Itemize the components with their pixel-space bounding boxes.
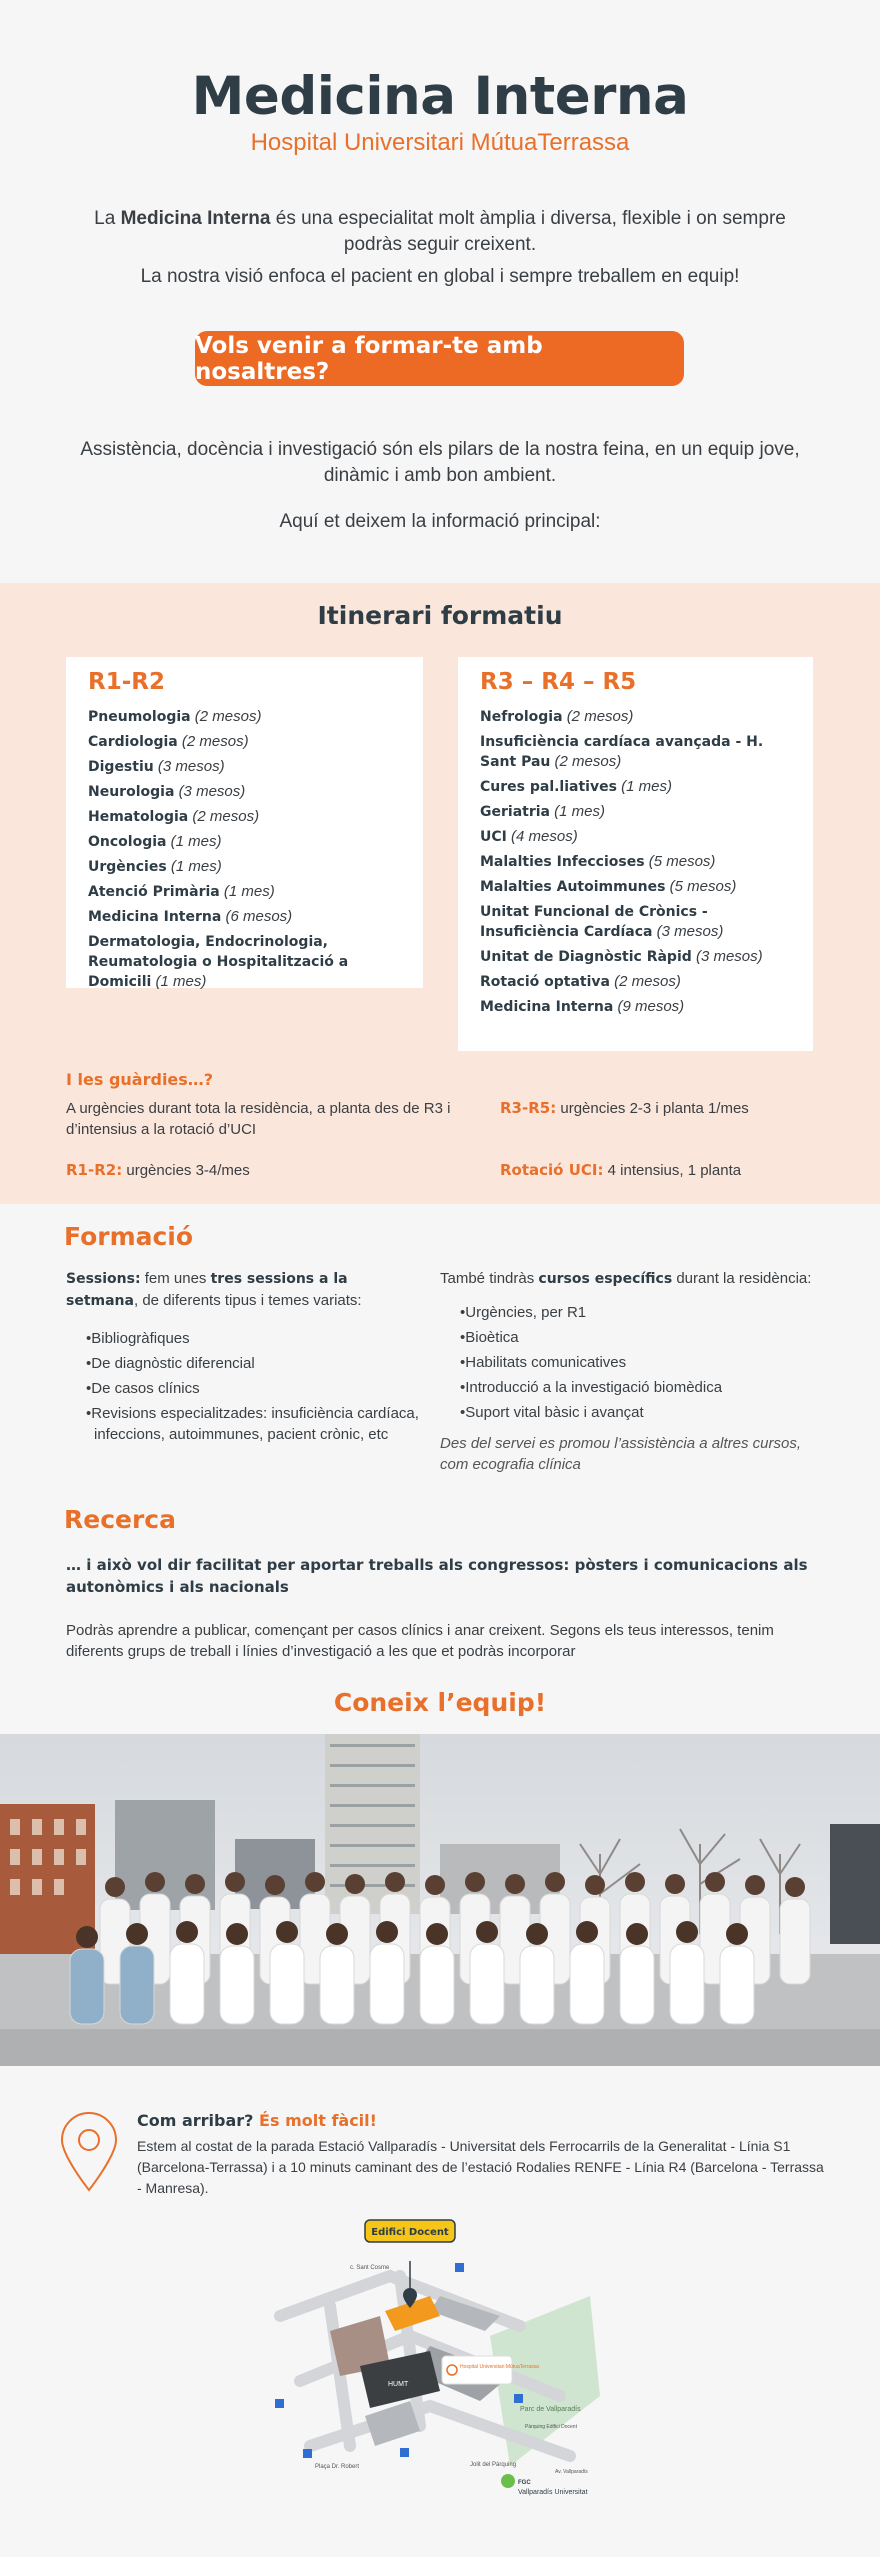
guardies-label: R1-R2: (66, 1161, 123, 1179)
cursos-text (440, 1268, 820, 1290)
rotation-item (480, 877, 803, 897)
rotation-duration: (3 mesos) (157, 758, 225, 775)
rotation-duration: (5 mesos) (648, 853, 716, 870)
rotation-item (88, 857, 413, 877)
map-station-name: Vallparadís Universitat (518, 2489, 588, 2496)
rotation-item (480, 997, 803, 1017)
location-title-accent: És molt fàcil! (259, 2111, 377, 2130)
rotation-item (480, 852, 803, 872)
rotation-item (88, 782, 413, 802)
rotation-item (480, 802, 803, 822)
rotation-name: Cures pal.liatives (480, 779, 617, 795)
session-type-item: •De diagnòstic diferencial (86, 1355, 255, 1372)
course-item: •Urgències, per R1 (460, 1304, 587, 1321)
rotation-duration: (3 mesos) (656, 923, 724, 940)
rotation-duration: (1 mes) (223, 883, 275, 900)
rotation-item (88, 807, 413, 827)
info-intro-text: Aquí et deixem la informació principal: (279, 511, 601, 532)
rotation-item (480, 827, 803, 847)
team-photo-illustration (0, 1734, 880, 2066)
map-park-label: Parc de Vallparadís (520, 2406, 581, 2413)
rotation-name: Malalties Infeccioses (480, 854, 645, 870)
sessions-label: Sessions: (66, 1271, 141, 1287)
location-text: Estem al costat de la parada Estació Vallparadís - Universitat dels Ferrocarrils de la Generalitat - Línia S1 (Barcelona-Terrassa) i a 10 minuts caminant des de l’estació Rodalies RENFE - Línia R4 (Barcelona - Terrassa - Manresa). (137, 2138, 824, 2196)
cursos-pre: També tindràs (440, 1270, 539, 1287)
rotation-item (88, 732, 413, 752)
rotation-duration: (1 mes) (554, 803, 605, 820)
map-street-2: Jolit del Pàrquing (470, 2462, 517, 2468)
guardies-value: 4 intensius, 1 planta (603, 1162, 742, 1179)
map-label-hospital: HUMT (388, 2381, 409, 2388)
rotation-name: Neurologia (88, 784, 175, 800)
rotation-duration: (1 mes) (170, 858, 222, 875)
sessions-column (66, 1268, 421, 1449)
guardies-title: I les guàrdies…? (66, 1070, 214, 1089)
rotation-duration: (5 mesos) (669, 878, 737, 895)
sessions-text (66, 1268, 421, 1312)
intro-line-1 (80, 206, 800, 258)
recerca-highlight: … i això vol dir facilitat per aportar treballs als congressos: pòsters i comunicacions als autonòmics i als nacionals (66, 1556, 808, 1596)
intro-line-2: La nostra visió enfoca el pacient en global i sempre treballem en equip! (140, 266, 740, 287)
page-title: Medicina Interna (191, 66, 689, 127)
rotation-item (88, 707, 413, 727)
session-type-item: •Bibliogràfiques (86, 1330, 190, 1347)
rotation-duration: (1 mes) (621, 778, 672, 795)
recerca-text: Podràs aprendre a publicar, començant per casos clínics i anar creixent. Segons els teus interessos, tenim diferents grups de treball i línies d’investigació a les que et podràs incorporar (66, 1622, 774, 1660)
rotation-name: Nefrologia (480, 709, 563, 725)
guardies-label: Rotació UCI: (500, 1161, 604, 1179)
rotation-item (88, 832, 413, 852)
rotation-duration: (4 mesos) (511, 828, 578, 845)
hospital-logo (442, 2356, 512, 2384)
rotation-duration: (2 mesos) (566, 708, 634, 725)
rotation-name: Urgències (88, 859, 167, 875)
location-pin-icon (58, 2110, 120, 2197)
rotation-duration: (2 mesos) (192, 808, 260, 825)
sessions-mid: fem unes (140, 1270, 211, 1287)
rotation-duration: (3 mesos) (695, 948, 763, 965)
team-photo (0, 1734, 880, 2066)
sessions-list (86, 1328, 421, 1445)
rotation-name: Cardiologia (88, 734, 178, 750)
guardies-uci (500, 1160, 830, 1181)
rotation-duration: (1 mes) (155, 973, 207, 990)
intro-pre: La (94, 208, 121, 229)
card-r3-r5 (458, 657, 813, 1051)
rotation-name: Oncologia (88, 834, 167, 850)
intro-post: és una especialitat molt àmplia i diversa, flexible i on sempre podràs seguir creixent. (270, 208, 786, 255)
guardies-r1r2 (66, 1160, 466, 1181)
rotation-name: Medicina Interna (480, 999, 614, 1015)
rotation-name: Unitat Funcional de Crònics - Insuficiència Cardíaca (480, 904, 708, 940)
guardies-value: urgències 3-4/mes (122, 1162, 250, 1179)
rotation-item (480, 972, 803, 992)
recerca-title: Recerca (64, 1505, 176, 1534)
map-station-code: FGC (518, 2480, 531, 2486)
rotation-name: UCI (480, 829, 507, 845)
rotation-item (88, 907, 413, 927)
sessions-bold: tres sessions a la setmana (66, 1271, 348, 1309)
location-title-text: Com arribar? (137, 2111, 254, 2130)
rotation-item (480, 902, 803, 942)
fgc-station-icon (501, 2474, 515, 2488)
course-item: •Habilitats comunicatives (460, 1354, 627, 1371)
rotation-name: Hematologia (88, 809, 189, 825)
session-type-item: •De casos clínics (86, 1380, 200, 1397)
rotation-name: Atenció Primària (88, 884, 220, 900)
rotation-name: Digestiu (88, 759, 154, 775)
rotation-item (480, 777, 803, 797)
map-street-1: c. Sant Cosme (350, 2265, 390, 2271)
rotation-duration: (2 mesos) (181, 733, 249, 750)
session-type-item: •Revisions especialitzades: insuficiència cardíaca, infeccions, autoimmunes, pacient crònic, etc (86, 1405, 419, 1443)
course-item: •Suport vital bàsic i avançat (460, 1404, 644, 1421)
cursos-note: Des del servei es promou l’assistència a altres cursos, com ecografia clínica (440, 1435, 801, 1473)
rotation-duration: (2 mesos) (554, 753, 622, 770)
rotation-duration: (1 mes) (170, 833, 222, 850)
pillars-text: Assistència, docència i investigació són els pilars de la nostra feina, en un equip jove, dinàmic i amb bon ambient. (80, 439, 800, 486)
rotation-duration: (3 mesos) (178, 783, 246, 800)
sessions-post: , de diferents tipus i temes variats: (133, 1292, 362, 1309)
rotation-name: Rotació optativa (480, 974, 610, 990)
course-item: •Bioètica (460, 1329, 519, 1346)
card-r1-r2 (66, 657, 423, 988)
rotation-list (88, 707, 413, 997)
cursos-post: durant la residència: (672, 1270, 812, 1287)
cursos-bold: cursos específics (538, 1271, 673, 1287)
rotation-item (480, 947, 803, 967)
intro-bold: Medicina Interna (120, 208, 271, 229)
card-heading: R1-R2 (88, 669, 165, 695)
rotation-duration: (9 mesos) (617, 998, 685, 1015)
cursos-list (460, 1302, 820, 1423)
map-illustration (270, 2216, 610, 2516)
location-title (137, 2111, 377, 2130)
rotation-name: Insuficiència cardíaca avançada - H. Sant Pau (480, 734, 764, 770)
rotation-list (480, 707, 803, 1022)
rotation-name: Dermatologia, Endocrinologia, Reumatologia o Hospitalització a Domicili (88, 934, 349, 990)
map-parking-label: Pàrquing Edifici Docent (525, 2424, 577, 2430)
rotation-item (88, 882, 413, 902)
rotation-name: Geriatria (480, 804, 550, 820)
guardies-label: R3-R5: (500, 1099, 557, 1117)
rotation-duration: (6 mesos) (225, 908, 293, 925)
map-badge-label: Edifici Docent (371, 2227, 449, 2238)
itinerari-title: Itinerari formatiu (317, 601, 563, 630)
team-title: Coneix l’equip! (333, 1688, 547, 1717)
rotation-item (88, 932, 413, 992)
guardies-r3r5 (500, 1098, 830, 1119)
guardies-general: A urgències durant tota la residència, a planta des de R3 i d’intensius a la rotació d’UCI (66, 1100, 451, 1138)
map-logo-text: Hospital Universitari MútuaTerrassa (460, 2364, 539, 2370)
rotation-duration: (2 mesos) (194, 708, 262, 725)
rotation-name: Pneumologia (88, 709, 191, 725)
rotation-item (480, 732, 803, 772)
rotation-item (88, 757, 413, 777)
map-street-3: Av. Vallparadís (555, 2469, 588, 2475)
cursos-column (440, 1268, 820, 1475)
rotation-name: Unitat de Diagnòstic Ràpid (480, 949, 692, 965)
intro (80, 206, 800, 290)
cta-button[interactable]: Vols venir a formar-te amb nosaltres? (195, 331, 684, 386)
guardies-value: urgències 2-3 i planta 1/mes (556, 1100, 749, 1117)
rotation-item (480, 707, 803, 727)
card-heading: R3 – R4 – R5 (480, 669, 637, 695)
formacio-title: Formació (64, 1222, 194, 1251)
map-plaza-label: Plaça Dr. Robert (315, 2464, 360, 2470)
rotation-name: Medicina Interna (88, 909, 222, 925)
rotation-name: Malalties Autoimmunes (480, 879, 666, 895)
rotation-duration: (2 mesos) (614, 973, 681, 990)
course-item: •Introducció a la investigació biomèdica (460, 1379, 723, 1396)
location-map (270, 2216, 610, 2521)
page-subtitle: Hospital Universitari MútuaTerrassa (250, 129, 630, 156)
